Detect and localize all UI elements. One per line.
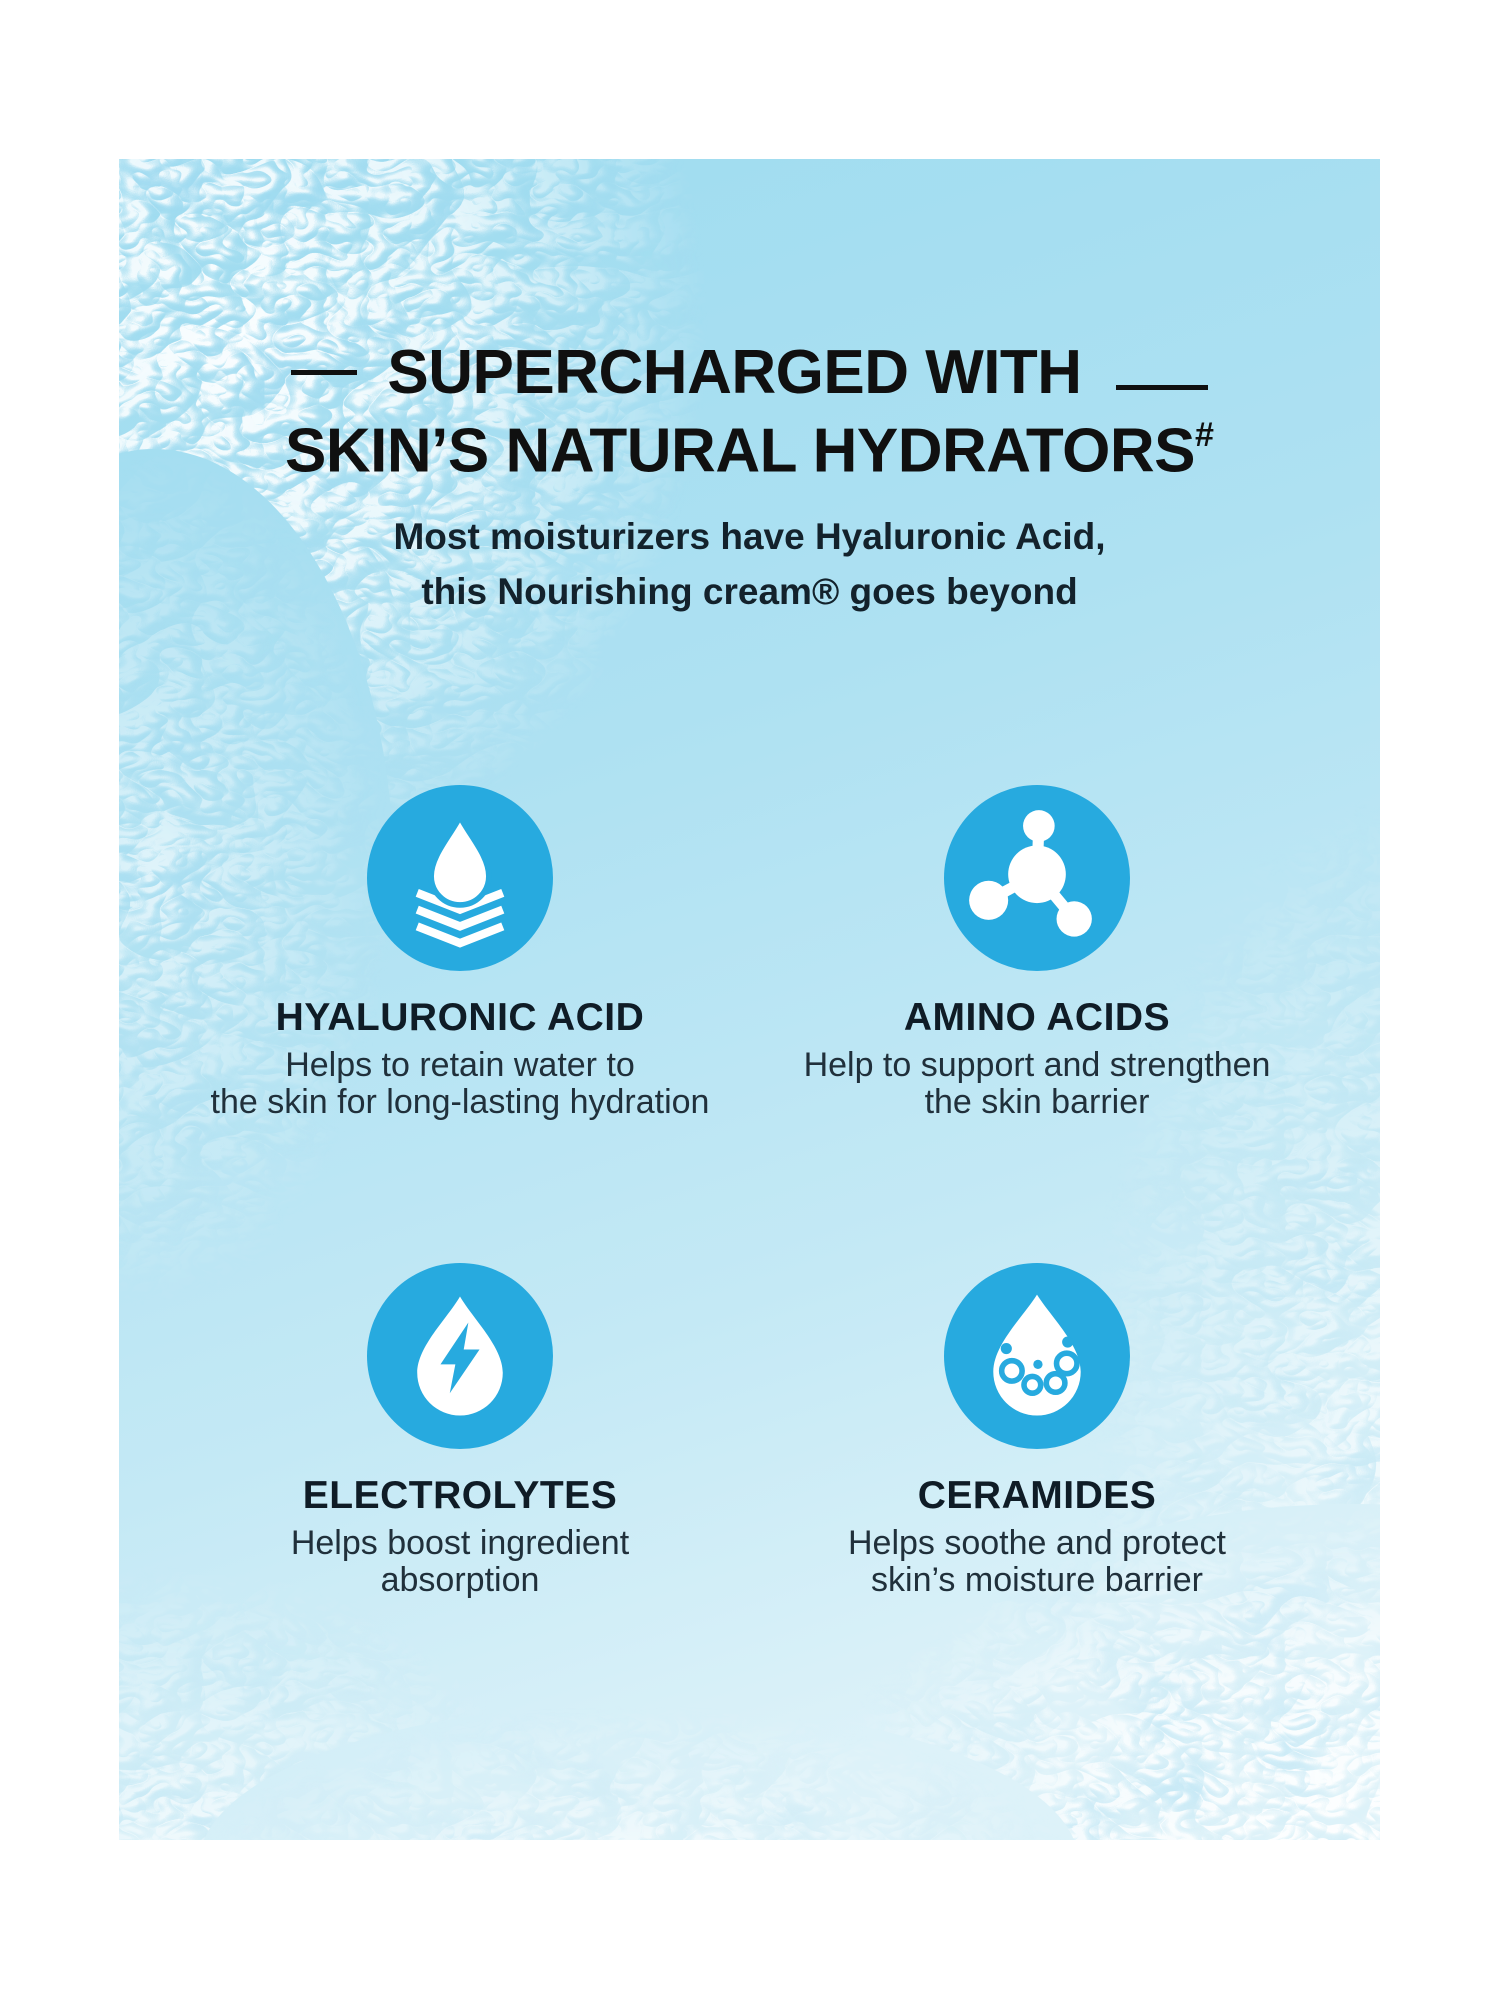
hyaluronic-acid-drop-layers-icon (367, 785, 553, 971)
subtitle (119, 509, 1380, 619)
ingredient-name: CERAMIDES (917, 1474, 1157, 1517)
ingredient-description-line-1: Helps soothe and protect (847, 1524, 1227, 1562)
ingredient-description (160, 1525, 760, 1599)
ingredient-description-line-2: the skin for long-lasting hydration (210, 1083, 710, 1121)
ingredient-name: ELECTROLYTES (302, 1474, 618, 1517)
title-text-line-2: SKIN’S NATURAL HYDRATORS (285, 416, 1196, 486)
ingredient-description (737, 1047, 1337, 1121)
ingredient-description-line-1: Helps boost ingredient (290, 1524, 630, 1562)
ingredient-name: AMINO ACIDS (903, 996, 1171, 1039)
title-dash-left (291, 370, 357, 375)
ingredient-description-line-2: skin’s moisture barrier (871, 1561, 1203, 1599)
title-line-2 (119, 404, 1380, 486)
ceramides-drop-bubbles-icon (944, 1263, 1130, 1449)
title-line-1 (119, 338, 1380, 407)
ingredient-card-ceramides (737, 1263, 1337, 1599)
title-text-line-1: SUPERCHARGED WITH (387, 338, 1082, 407)
ingredient-description (737, 1525, 1337, 1599)
amino-acids-molecule-icon (944, 785, 1130, 971)
title-dash-right (1116, 385, 1208, 390)
ingredient-card-amino-acids (737, 785, 1337, 1121)
ingredient-card-electrolytes (160, 1263, 760, 1599)
ingredient-description-line-2: absorption (380, 1561, 540, 1599)
ingredient-name: HYALURONIC ACID (275, 996, 645, 1039)
ingredient-description-line-2: the skin barrier (924, 1083, 1150, 1121)
ingredient-description (160, 1047, 760, 1121)
ingredient-description-line-1: Helps to retain water to (285, 1046, 635, 1084)
header (119, 338, 1380, 619)
ingredient-card-hyaluronic-acid (160, 785, 760, 1121)
content (119, 159, 1380, 1840)
ingredient-description-line-1: Help to support and strengthen (803, 1046, 1271, 1084)
subtitle-line-1: Most moisturizers have Hyaluronic Acid, (393, 515, 1106, 557)
subtitle-line-2: this Nourishing cream® goes beyond (421, 570, 1078, 612)
infographic-panel (119, 159, 1380, 1840)
electrolytes-drop-lightning-icon (367, 1263, 553, 1449)
title-superscript: # (1195, 416, 1214, 454)
